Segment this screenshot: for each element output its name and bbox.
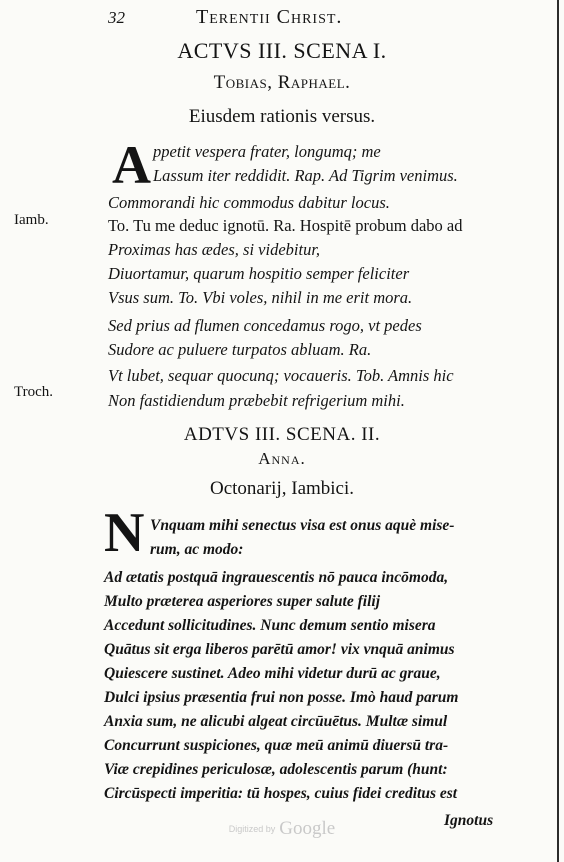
verse-line: Proximas has ædes, si videbitur, (108, 240, 321, 259)
catchword: Ignotus (444, 812, 494, 829)
running-title: Terentii Christ. (196, 6, 343, 28)
act2-title: ADTVS III. SCENA. II. (183, 424, 381, 445)
verse-line: Anxia sum, ne alicubi algeat circūuētus. Multæ simul (104, 713, 448, 730)
act1-title: ACTVS III. SCENA I. (177, 38, 387, 63)
verse-line: Dulci ipsius præsentia frui non posse. Imò haud parum (104, 689, 459, 706)
verse-line: Ad ætatis postquā ingrauescentis nō pauca incōmoda, (104, 569, 449, 586)
page-number: 32 (108, 8, 125, 27)
verse-line: Multo præterea asperiores super salute filij (104, 593, 381, 610)
verse-line: Vnquam mihi senectus visa est onus aquè mise- (150, 517, 455, 534)
verse-line: ppetit vespera frater, longumq; me (153, 142, 381, 161)
verse-line: Sed prius ad flumen concedamus rogo, vt pedes (108, 316, 422, 335)
act2-meter: Octonarij, Iambici. (209, 478, 355, 499)
verse-line: Accedunt sollicitudines. Nunc demum sentio misera (104, 617, 436, 634)
margin-note-iamb: Iamb. (14, 212, 49, 228)
verse-line: Commorandi hic commodus dabitur locus. (108, 193, 390, 212)
verse-line: Vsus sum. To. Vbi voles, nihil in me erit mora. (108, 288, 413, 307)
verse-line: Viæ crepidines periculosæ, adolescentis parum (hunt: (104, 761, 448, 778)
page-edge-rule (557, 0, 559, 862)
verse-line: Sudore ac puluere turpatos abluam. Ra. (108, 340, 372, 359)
verse-line: Circūspecti imperitia: tū hospes, cuius fidei creditus est (104, 785, 458, 802)
verse-line: Non fastidiendum præbebit refrigerium mihi. (108, 391, 405, 410)
verse-line: Quiescere sustinet. Adeo mihi videtur durū ac graue, (104, 665, 441, 682)
verse-line: Concurrunt suspiciones, quæ meū animū diuersū tra- (104, 737, 449, 754)
act1-dropcap: A (112, 135, 151, 195)
watermark-prefix: Digitized by (228, 824, 276, 834)
margin-note-troch: Troch. (14, 384, 54, 400)
verse-line: Diuortamur, quarum hospitio semper feliciter (108, 264, 410, 283)
act2-characters: Anna. (258, 449, 306, 468)
verse-line: To. Tu me deduc ignotū. Ra. Hospitē probum dabo ad (108, 216, 463, 235)
google-watermark (0, 818, 564, 840)
act2-dropcap: N (104, 502, 145, 564)
verse-line: rum, ac modo: (150, 541, 244, 558)
verse-line: Quātus sit erga liberos parētū amor! vix vnquā animus (104, 641, 455, 658)
verse-line: Vt lubet, sequar quocunq; vocaueris. Tob. Amnis hic (108, 366, 454, 385)
google-logo: Google (279, 818, 336, 839)
act1-characters: Tobias, Raphael. (213, 72, 351, 93)
verse-line: Lassum iter reddidit. Rap. Ad Tigrim venimus. (153, 166, 458, 185)
act1-meter: Eiusdem rationis versus. (188, 106, 376, 127)
